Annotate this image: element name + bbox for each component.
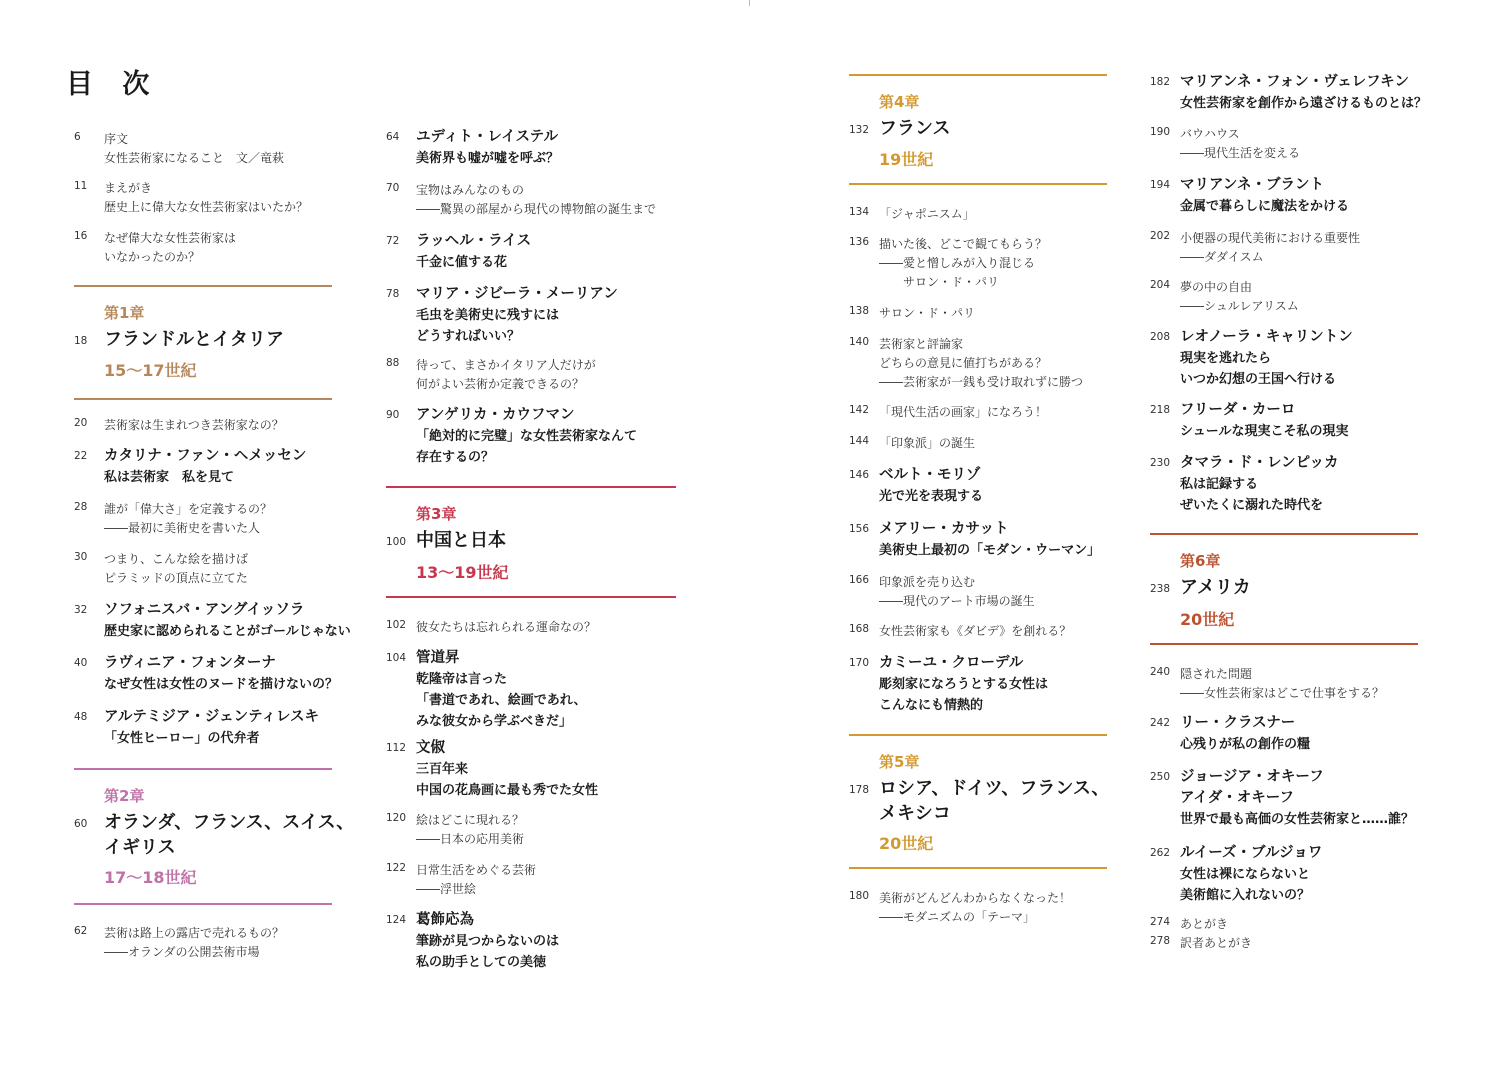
entry-title: 印象派を売り込む (879, 575, 976, 589)
page-number: 122 (386, 862, 407, 874)
entry-title: マリアンネ・フォン・ヴェレフキン (1180, 74, 1409, 90)
entry-subtitle: 私の助手としての美徳 (416, 955, 547, 970)
page-number: 90 (386, 409, 400, 421)
page-number: 178 (849, 784, 870, 796)
entry-subtitle: ――シュルレアリスム (1180, 299, 1299, 313)
page-number: 102 (386, 619, 407, 631)
entry-subtitle: 世界で最も高価の女性芸術家と……誰？ (1180, 812, 1415, 827)
entry-title: メアリー・カサット (879, 521, 1009, 537)
chapter-title: メキシコ (879, 803, 951, 824)
entry-subtitle: みな彼女から学ぶべきだ」 (416, 714, 573, 729)
page-number: 72 (386, 235, 400, 247)
chapter-label: 第4章 (879, 93, 920, 111)
page-number: 132 (849, 124, 870, 136)
entry-title: ルイーズ・ブルジョワ (1180, 845, 1323, 861)
chapter-label: 第2章 (104, 787, 145, 805)
entry-subtitle: 女性芸術家になること 文／竜萩 (104, 151, 285, 165)
entry-subtitle: どうすればいい？ (416, 329, 521, 344)
page-number: 170 (849, 657, 870, 669)
page-title: 目 次 (66, 69, 160, 100)
page-number: 40 (74, 657, 88, 669)
entry-title: マリア・ジビーラ・メーリアン (416, 286, 618, 302)
entry-subtitle: 「絶対的に完璧」な女性芸術家なんて (416, 429, 638, 444)
entry-subtitle: 毛虫を美術史に残すには (416, 308, 560, 323)
entry-subtitle: サロン・ド・パリ (879, 275, 1000, 289)
page-number: 112 (386, 742, 407, 754)
entry-subtitle: シュールな現実こそ私の現実 (1180, 424, 1349, 439)
entry-title: 彼女たちは忘れられる運命なの？ (416, 620, 597, 634)
page-number: 136 (849, 236, 870, 248)
entry-title: ソフォニスバ・アングイッソラ (104, 602, 305, 618)
entry-title: 描いた後、どこで観てもらう？ (879, 237, 1048, 251)
chapter-label: 第6章 (1180, 552, 1221, 570)
entry-subtitle: 私は記録する (1180, 477, 1259, 492)
entry-subtitle: 歴史上に偉大な女性芸術家はいたか？ (104, 200, 309, 214)
entry-title: カミーユ・クローデル (879, 655, 1024, 671)
page-number: 182 (1150, 76, 1171, 88)
chapter-rule (74, 903, 332, 905)
page-number: 124 (386, 914, 407, 926)
chapter-title: フランドルとイタリア (104, 329, 284, 350)
entry-title: レオノーラ・キャリントン (1180, 329, 1353, 345)
entry-title: アルテミジア・ジェンティレスキ (104, 709, 320, 725)
entry-title: 宝物はみんなのもの (416, 183, 525, 197)
entry-subtitle: 美術史上最初の「モダン・ウーマン」 (879, 543, 1101, 558)
entry-title: 「現代生活の画家」になろう！ (879, 405, 1048, 419)
entry-subtitle: 美術界も嘘が嘘を呼ぶ？ (416, 151, 560, 166)
entry-subtitle: ――現代生活を変える (1180, 146, 1301, 160)
chapter-rule (849, 867, 1107, 869)
entry-title: 日常生活をめぐる芸術 (416, 863, 537, 877)
page-number: 168 (849, 623, 870, 635)
page-number: 20 (74, 417, 88, 429)
chapter-era: 13〜19世紀 (416, 563, 509, 582)
chapter-era: 15〜17世紀 (104, 361, 197, 380)
entry-title: リー・クラスナー (1180, 715, 1296, 731)
entry-title: 管道昇 (416, 650, 460, 666)
chapter-title: イギリス (104, 837, 176, 858)
chapter-rule (74, 398, 332, 400)
entry-subtitle: 千金に値する花 (416, 255, 508, 270)
page-number: 22 (74, 450, 88, 462)
entry-title: ジョージア・オキーフ (1180, 769, 1324, 785)
chapter-rule (1150, 643, 1418, 645)
entry-subtitle: ――芸術家が一銭も受け取れずに勝つ (879, 375, 1084, 389)
entry-subtitle: 金属で暮らしに魔法をかける (1180, 199, 1350, 214)
chapter-era: 17〜18世紀 (104, 868, 197, 887)
entry-subtitle: ――驚異の部屋から現代の博物館の誕生まで (416, 202, 657, 216)
entry-subtitle: ピラミッドの頂点に立てた (104, 571, 248, 585)
entry-subtitle: 美術館に入れないの？ (1180, 888, 1311, 903)
entry-title: 美術がどんどんわからなくなった！ (879, 891, 1072, 905)
page-number: 140 (849, 336, 870, 348)
entry-subtitle: ――女性芸術家はどこで仕事をする？ (1180, 686, 1385, 700)
entry-title: アイダ・オキーフ (1180, 790, 1294, 806)
entry-subtitle: ――日本の応用美術 (416, 832, 525, 846)
page-number: 70 (386, 182, 400, 194)
page-number: 120 (386, 812, 407, 824)
entry-subtitle: 「書道であれ、絵画であれ、 (416, 693, 587, 708)
chapter-rule (849, 734, 1107, 736)
page-number: 104 (386, 652, 407, 664)
page-number: 146 (849, 469, 870, 481)
entry-subtitle: なぜ女性は女性のヌードを描けないの？ (104, 677, 339, 692)
entry-title: アンゲリカ・カウフマン (416, 407, 575, 423)
entry-title: 隠された問題 (1180, 667, 1253, 681)
page-number: 208 (1150, 331, 1171, 343)
entry-title: カタリナ・ファン・ヘメッセン (104, 448, 307, 464)
page-number: 250 (1150, 771, 1171, 783)
entry-title: なぜ偉大な女性芸術家は (104, 231, 237, 245)
entry-title: 絵はどこに現れる？ (416, 813, 525, 827)
page-number: 134 (849, 206, 870, 218)
entry-subtitle: ぜいたくに溺れた時代を (1180, 498, 1324, 513)
entry-subtitle: 何がよい芸術か定義できるの？ (416, 377, 585, 391)
page-number: 11 (74, 180, 88, 192)
chapter-era: 20世紀 (1180, 610, 1235, 629)
entry-title: ベルト・モリゾ (879, 467, 981, 483)
entry-subtitle: ――モダニズムの「テーマ」 (879, 910, 1036, 924)
page-number: 156 (849, 523, 870, 535)
page-number: 202 (1150, 230, 1171, 242)
page-number: 144 (849, 435, 870, 447)
chapter-rule (74, 285, 332, 287)
entry-title: ラヴィニア・フォンターナ (104, 655, 276, 671)
entry-subtitle: 彫刻家になろうとする女性は (879, 677, 1049, 692)
entry-subtitle: 筆跡が見つからないのは (416, 934, 560, 949)
page-number: 238 (1150, 583, 1171, 595)
entry-title: 「印象派」の誕生 (879, 436, 976, 450)
chapter-rule (74, 768, 332, 770)
chapter-rule (386, 486, 676, 488)
entry-subtitle: 女性は裸にならないと (1180, 867, 1311, 882)
page-number: 48 (74, 711, 88, 723)
page-number: 138 (849, 305, 870, 317)
entry-title: あとがき (1180, 917, 1229, 931)
page-number: 32 (74, 604, 88, 616)
chapter-rule (849, 183, 1107, 185)
page-number: 242 (1150, 717, 1171, 729)
entry-title: 芸術は路上の露店で売れるもの？ (104, 926, 285, 940)
page-number: 230 (1150, 457, 1171, 469)
entry-title: 序文 (104, 132, 129, 146)
page-number: 60 (74, 818, 88, 830)
page-number: 240 (1150, 666, 1171, 678)
page-number: 64 (386, 131, 400, 143)
entry-title: 芸術家は生まれつき芸術家なの？ (104, 418, 284, 432)
page-number: 88 (386, 357, 400, 369)
entry-title: 芸術家と評論家 (879, 337, 964, 351)
crop-mark (749, 0, 750, 6)
page-number: 16 (74, 230, 88, 242)
entry-title: ラッヘル・ライス (416, 233, 532, 249)
entry-title: 「ジャポニスム」 (879, 207, 975, 221)
entry-title: 夢の中の自由 (1180, 280, 1253, 294)
entry-subtitle: ――浮世絵 (416, 882, 477, 896)
entry-title: ユディト・レイステル (416, 129, 558, 145)
entry-subtitle: 中国の花鳥画に最も秀でた女性 (416, 783, 599, 798)
page-number: 166 (849, 574, 870, 586)
entry-subtitle: 三百年来 (416, 762, 469, 777)
entry-title: サロン・ド・パリ (879, 306, 976, 320)
chapter-title: フランス (879, 118, 951, 139)
entry-title: 待って、まさかイタリア人だけが (416, 358, 596, 372)
page-number: 262 (1150, 847, 1171, 859)
entry-subtitle: 歴史家に認められることがゴールじゃない (104, 624, 351, 639)
chapter-rule (1150, 533, 1418, 535)
chapter-rule (849, 74, 1107, 76)
entry-title: 葛飾応為 (416, 912, 474, 928)
entry-title: 誰が「偉大さ」を定義するの？ (104, 502, 273, 516)
entry-title: タマラ・ド・レンピッカ (1180, 455, 1339, 471)
entry-subtitle: ――現代のアート市場の誕生 (879, 594, 1035, 608)
chapter-label: 第5章 (879, 753, 920, 771)
entry-title: バウハウス (1180, 127, 1240, 141)
chapter-era: 20世紀 (879, 834, 934, 853)
entry-title: マリアンネ・ブラント (1180, 177, 1324, 193)
entry-subtitle: 存在するの？ (416, 450, 495, 465)
entry-title: まえがき (104, 181, 153, 195)
entry-subtitle: いなかったのか？ (104, 250, 201, 264)
entry-subtitle: こんなにも情熱的 (879, 698, 984, 713)
chapter-label: 第1章 (104, 304, 145, 322)
entry-title: つまり、こんな絵を描けば (104, 552, 249, 566)
entry-subtitle: 女性芸術家を創作から遠ざけるものとは？ (1180, 96, 1428, 111)
entry-subtitle: ――オランダの公開芸術市場 (104, 945, 260, 959)
page-number: 62 (74, 925, 88, 937)
page-number: 100 (386, 536, 407, 548)
chapter-title: ロシア、ドイツ、フランス、 (879, 778, 1110, 799)
page-number: 6 (74, 131, 81, 143)
page-number: 180 (849, 890, 870, 902)
entry-subtitle: 光で光を表現する (879, 489, 984, 504)
chapter-rule (386, 596, 676, 598)
chapter-title: オランダ、フランス、スイス、 (104, 812, 355, 833)
page-number: 204 (1150, 279, 1171, 291)
entry-subtitle: 「女性ヒーロー」の代弁者 (104, 731, 260, 746)
page-number: 18 (74, 335, 88, 347)
page-number: 274 (1150, 916, 1171, 928)
page-number: 30 (74, 551, 88, 563)
entry-subtitle: 乾隆帝は言った (416, 672, 508, 687)
page-number: 28 (74, 501, 88, 513)
page-number: 190 (1150, 126, 1171, 138)
chapter-title: アメリカ (1180, 577, 1251, 598)
entry-title: 訳者あとがき (1180, 936, 1253, 950)
chapter-era: 19世紀 (879, 150, 934, 169)
entry-subtitle: いつか幻想の王国へ行ける (1180, 372, 1337, 387)
entry-subtitle: 心残りが私の創作の糧 (1180, 737, 1311, 752)
page-number: 218 (1150, 404, 1171, 416)
entry-title: 女性芸術家も《ダビデ》を創れる？ (879, 624, 1072, 638)
page-number: 142 (849, 404, 870, 416)
page-number: 78 (386, 288, 400, 300)
entry-title: フリーダ・カーロ (1180, 402, 1296, 418)
page-number: 278 (1150, 935, 1171, 947)
entry-subtitle: 現実を逃れたら (1180, 351, 1272, 366)
entry-subtitle: ――ダダイスム (1180, 250, 1264, 264)
entry-subtitle: どちらの意見に値打ちがある？ (879, 356, 1048, 370)
entry-title: 文俶 (416, 740, 445, 756)
entry-title: 小便器の現代美術における重要性 (1180, 231, 1361, 245)
chapter-title: 中国と日本 (416, 530, 506, 551)
page-number: 194 (1150, 179, 1171, 191)
entry-subtitle: ――愛と憎しみが入り混じる (879, 256, 1036, 270)
entry-subtitle: 私は芸術家 私を見て (104, 470, 235, 485)
entry-subtitle: ――最初に美術史を書いた人 (104, 521, 261, 535)
chapter-label: 第3章 (416, 505, 457, 523)
